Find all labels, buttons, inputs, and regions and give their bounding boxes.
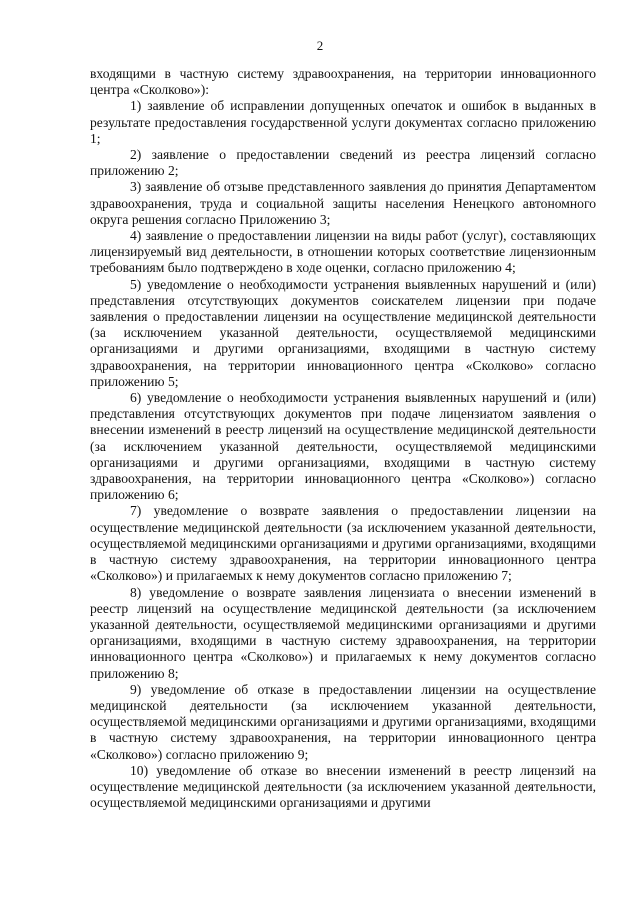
- list-item-7: 7) уведомление о возврате заявления о предоставлении лицензии на осуществление медицинской деятельности (за исключением указанной деятельности, осуществляемой медицинскими организациями и другими организациями, входящими в частную систему здравоохранения, на территории инновационного центра «Сколково») и прилагаемых к нему документов согласно приложению 7;: [90, 503, 596, 584]
- list-item-5: 5) уведомление о необходимости устранения выявленных нарушений и (или) представления отсутствующих документов соискателем лицензии при подаче заявления о предоставлении лицензии на осуществление медицинской деятельности (за исключением указанной деятельности, осуществляемой медицинскими организациями и другими организациями, входящими в частную систему здравоохранения, на территории инновационного центра «Сколково» согласно приложению 5;: [90, 276, 596, 389]
- list-item-2: 2) заявление о предоставлении сведений из реестра лицензий согласно приложению 2;: [90, 147, 596, 179]
- list-item-10: 10) уведомление об отказе во внесении изменений в реестр лицензий на осуществление медицинской деятельности (за исключением указанной деятельности, осуществляемой медицинскими организациями и другими: [90, 762, 596, 811]
- list-item-6: 6) уведомление о необходимости устранения выявленных нарушений и (или) представления отсутствующих документов при подаче лицензиатом заявления о внесении изменений в реестр лицензий на осуществление медицинской деятельности (за исключением указанной деятельности, осуществляемой медицинскими организациями и другими организациями, входящими в частную систему здравоохранения, на территории инновационного центра «Сколково») согласно приложению 6;: [90, 390, 596, 503]
- page-number: 2: [316, 38, 324, 53]
- list-item-4: 4) заявление о предоставлении лицензии на виды работ (услуг), составляющих лицензируемый вид деятельности, в отношении которых соответствие лицензионным требованиям было подтверждено в ходе оценки, согласно приложению 4;: [90, 228, 596, 276]
- list-item-8: 8) уведомление о возврате заявления лицензиата о внесении изменений в реестр лицензий на осуществление медицинской деятельности (за исключением указанной деятельности, осуществляемой медицинскими организациями и другими организациями, входящими в частную систему здравоохранения, на территории инновационного центра «Сколково») и прилагаемых к нему документов согласно приложению 8;: [90, 584, 596, 681]
- list-item-1: 1) заявление об исправлении допущенных опечаток и ошибок в выданных в результате предоставления государственной услуги документах согласно приложению 1;: [90, 98, 596, 146]
- list-item-3: 3) заявление об отзыве представленного заявления до принятия Департаментом здравоохранения, труда и социальной защиты населения Ненецкого автономного округа решения согласно Приложению 3;: [90, 179, 596, 227]
- list-item-9: 9) уведомление об отказе в предоставлении лицензии на осуществление медицинской деятельности (за исключением указанной деятельности, осуществляемой медицинскими организациями и другими организациями, входящими в частную систему здравоохранения, на территории инновационного центра «Сколково») согласно приложению 9;: [90, 681, 596, 762]
- intro-paragraph: входящими в частную систему здравоохранения, на территории инновационного центра «Сколково»):: [90, 66, 596, 98]
- document-body: [90, 66, 596, 811]
